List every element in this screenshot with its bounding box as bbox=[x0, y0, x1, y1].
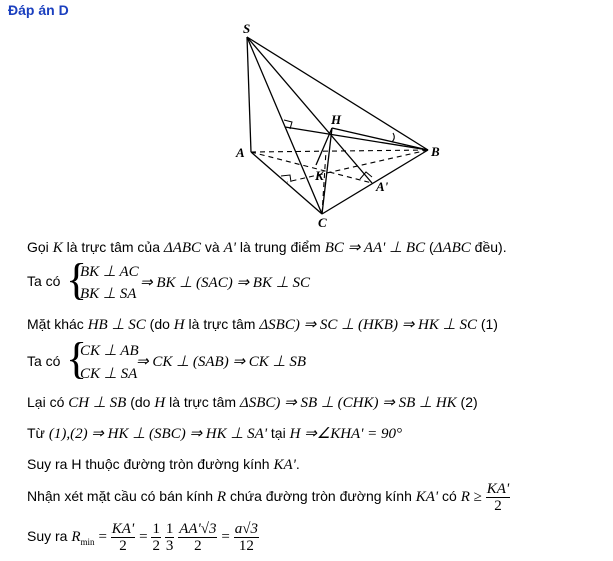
fraction-KA-over-2: $\frac{KA'}{2}$ bbox=[486, 480, 510, 514]
system-1-conclusion: ⇒ BK ⊥ (SAC) ⇒ BK ⊥ SC bbox=[140, 275, 311, 291]
system-1-row-1: BK ⊥ AC bbox=[80, 264, 139, 280]
line-9: Suy ra $R_{min}$ = $\frac{KA'}{2}$ = $\frac{1}{2}$ $\frac{1}{3}$ $\frac{AA'√3}{2}$ = $\frac{a√3}{12}$ bbox=[27, 520, 258, 554]
fraction-2: $\frac{1}{2}$ bbox=[152, 520, 160, 554]
system-2-row-2: CK ⊥ SA bbox=[80, 366, 138, 382]
right-angle-mark-2 bbox=[281, 175, 291, 182]
fraction-5: $\frac{a√3}{12}$ bbox=[234, 520, 258, 554]
edge-AB-hidden bbox=[251, 150, 428, 152]
line-1: Gọi K là trực tâm của ΔABC và A' là trung điểm BC ⇒ AA' ⊥ BC (ΔABC đều). bbox=[27, 239, 507, 256]
line-3: Mặt khác HB ⊥ SC (do H là trực tâm ΔSBC) ⇒ SC ⊥ (HKB) ⇒ HK ⊥ SC (1) bbox=[27, 316, 498, 333]
pyramid-figure bbox=[0, 0, 613, 235]
label-H: H bbox=[331, 112, 342, 127]
edge-SB bbox=[247, 37, 428, 150]
line-8: Nhận xét mặt cầu có bán kính R chứa đường tròn đường kính KA' có R ≥ $\frac{KA'}{2}$ bbox=[27, 480, 510, 514]
angle-mark-B bbox=[392, 133, 394, 142]
altitude-BK-hidden bbox=[287, 150, 428, 182]
line-2-lead: Ta có bbox=[27, 273, 61, 289]
fraction-4: $\frac{AA'√3}{2}$ bbox=[179, 520, 217, 554]
answer-title: Đáp án D bbox=[8, 2, 69, 18]
fraction-1: $\frac{KA'}{2}$ bbox=[111, 520, 135, 554]
segment-BE bbox=[285, 127, 428, 150]
line-6: Từ (1),(2) ⇒ HK ⊥ (SBC) ⇒ HK ⊥ SA' tại H ⇒∠KHA' = 90° bbox=[27, 425, 403, 442]
label-C: C bbox=[318, 215, 327, 230]
system-1-row-2: BK ⊥ SA bbox=[80, 286, 137, 302]
line-7: Suy ra H thuộc đường tròn đường kính KA'. bbox=[27, 456, 300, 473]
system-2-row-1: CK ⊥ AB bbox=[80, 343, 139, 359]
system-2-conclusion: ⇒ CK ⊥ (SAB) ⇒ CK ⊥ SB bbox=[136, 354, 307, 370]
label-S: S bbox=[243, 21, 251, 36]
segment-BH bbox=[332, 128, 428, 150]
edge-SC bbox=[247, 37, 322, 214]
label-B: B bbox=[431, 144, 440, 159]
system-brace-1: { bbox=[66, 255, 88, 304]
label-A1: A' bbox=[376, 179, 389, 194]
line-5: Lại có CH ⊥ SB (do H là trực tâm ΔSBC) ⇒ SB ⊥ (CHK) ⇒ SB ⊥ HK (2) bbox=[27, 394, 478, 411]
line-4-lead: Ta có bbox=[27, 353, 61, 369]
edge-SA bbox=[247, 37, 251, 152]
system-brace-2: { bbox=[66, 334, 88, 383]
edge-BC bbox=[322, 150, 428, 214]
label-K: K bbox=[315, 168, 324, 183]
edge-SA1 bbox=[247, 37, 372, 183]
fraction-3: $\frac{1}{3}$ bbox=[165, 520, 174, 554]
label-A: A bbox=[236, 145, 245, 160]
